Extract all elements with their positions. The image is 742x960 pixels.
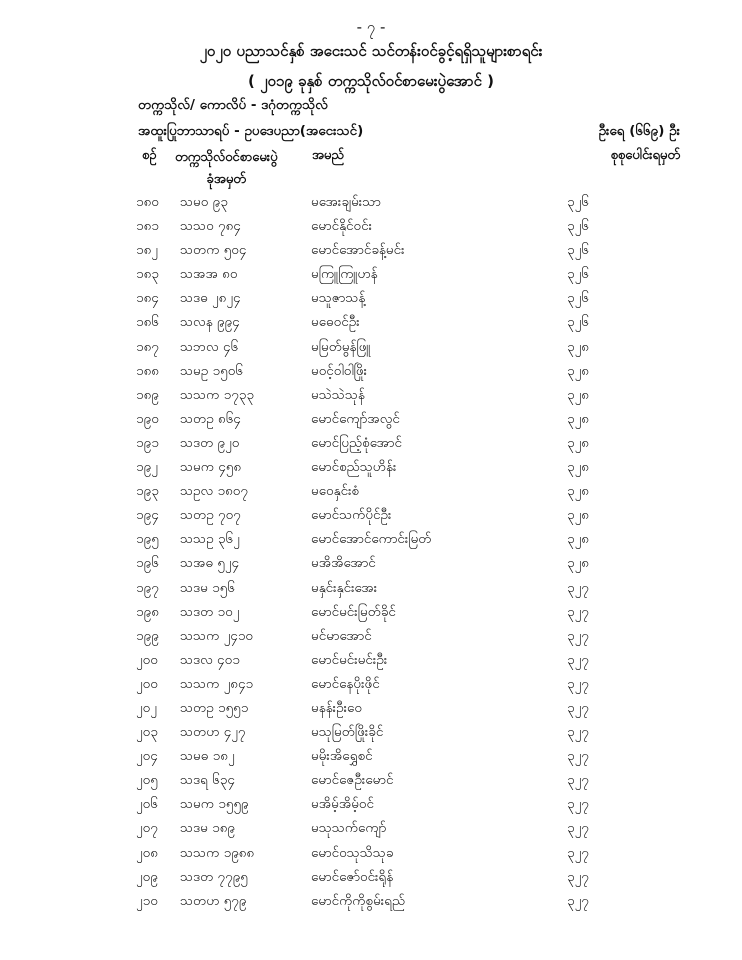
table-row	[0, 554, 742, 578]
row-exam-id: သဒလ ၄၀၁	[180, 651, 240, 668]
column-header-exam-id-line1: တက္ကသိုလ်ဝင်စာမေးပွဲ	[175, 150, 278, 165]
row-name: မသဲသဲသုန်	[311, 386, 365, 403]
table-row	[0, 362, 742, 386]
row-exam-id: သဒတ ၉၂၀	[180, 434, 240, 451]
row-score: ၃၂၇	[567, 844, 589, 861]
row-exam-id: သသက ၂၄၁၀	[180, 627, 254, 644]
row-number: ၁၉၅	[136, 531, 159, 548]
row-name: မောင်အောင်ကောင်းမြတ်	[311, 531, 432, 548]
table-row	[0, 193, 742, 217]
row-number: ၁၉၇	[136, 579, 159, 596]
row-score: ၃၂၆	[567, 266, 589, 283]
row-exam-id: သသက ၁၇၃၃	[180, 386, 254, 403]
page-number: - ၇ -	[356, 18, 386, 36]
table-row	[0, 482, 742, 506]
row-name: မောင်စည်သူဟိန်း	[311, 459, 397, 476]
row-exam-id: သမဥ ၁၅၀၆	[180, 362, 243, 379]
table-row	[0, 289, 742, 313]
row-number: ၁၉၀	[136, 410, 159, 427]
table-row	[0, 892, 742, 916]
row-score: ၃၂၆	[567, 290, 589, 307]
row-number: ၂၁၀	[136, 892, 158, 909]
row-name: မောင်ဝသုသိသုခ	[311, 844, 394, 861]
table-row	[0, 627, 742, 651]
table-row	[0, 313, 742, 337]
table-row	[0, 819, 742, 843]
row-exam-id: သဒရ ၆၃၄	[180, 772, 235, 789]
row-exam-id: သမက ၄၅၈	[180, 459, 242, 476]
row-name: မကြူကြူဟန်	[311, 266, 378, 283]
row-number: ၁၉၆	[136, 555, 159, 572]
table-row	[0, 217, 742, 241]
row-score: ၃၂၇	[567, 868, 589, 885]
row-score: ၃၂၇	[567, 651, 589, 668]
row-name: မအေးချမ်းသာ	[311, 194, 381, 210]
table-row	[0, 723, 742, 747]
table-row	[0, 795, 742, 819]
table-row	[0, 506, 742, 530]
row-name: မမြတ်မွန်ဖြူ	[311, 338, 371, 355]
row-name: မောင်ဇေဦးမောင်	[311, 772, 394, 789]
table-row	[0, 579, 742, 603]
row-score: ၃၂၇	[567, 796, 589, 813]
row-score: ၃၂၇	[567, 579, 589, 596]
table-row	[0, 651, 742, 675]
table-row	[0, 675, 742, 699]
row-score: ၃၂၈	[567, 386, 589, 403]
row-name: မဓေဝင်ဦး	[311, 314, 360, 331]
page-subtitle: ( ၂၀၁၉ ခုနှစ် တက္ကသိုလ်ဝင်စာမေးပွဲအောင် )	[248, 72, 494, 90]
row-score: ၃၂၆	[567, 218, 589, 235]
row-name: မောင်နေပိုးဖိုင်	[311, 675, 380, 692]
row-score: ၃၂၇	[567, 748, 589, 765]
row-score: ၃၂၈	[567, 555, 589, 572]
table-row	[0, 771, 742, 795]
university-line: တက္ကသိုလ်/ ကောလိပ် - ဒဂုံတက္ကသိုလ်	[138, 97, 328, 113]
row-exam-id: သတဟ ၄၂၇	[180, 724, 246, 741]
row-exam-id: သတဥ ၁၅၅၁	[180, 699, 249, 716]
row-number: ၁၈၇	[136, 338, 159, 355]
row-number: ၂၀၃	[136, 724, 158, 741]
row-score: ၃၂၈	[567, 531, 589, 548]
row-score: ၃၂၇	[567, 699, 589, 716]
row-name: မသုသက်ကျော်	[311, 820, 387, 837]
row-score: ၃၂၈	[567, 410, 589, 427]
row-score: ၃၂၈	[567, 459, 589, 476]
row-number: ၁၉၁	[136, 434, 159, 451]
row-exam-id: သမဓ ၁၈၂	[180, 748, 235, 765]
row-score: ၃၂၇	[567, 772, 589, 789]
column-header-name: အမည်	[312, 148, 344, 163]
row-exam-id: သမက ၁၅၅၉	[180, 796, 249, 813]
row-exam-id: သတက ၅၀၄	[180, 242, 247, 259]
row-number: ၁၉၂	[136, 459, 158, 476]
row-number: ၂၀၀	[136, 651, 158, 668]
row-score: ၃၂၇	[567, 892, 589, 909]
row-number: ၂၀၅	[136, 772, 158, 789]
row-score: ၃၂၈	[567, 338, 589, 355]
row-exam-id: သဒတ ၁၀၂	[180, 603, 240, 620]
row-score: ၃၂၇	[567, 675, 589, 692]
row-exam-id: သတဥ ၈၆၄	[180, 410, 241, 427]
row-exam-id: သဘလ ၄၆	[180, 338, 239, 355]
row-number: ၁၈၈	[136, 362, 160, 379]
row-name: မနှင်းနှင်းအေး	[311, 579, 378, 596]
row-score: ၃၂၈	[567, 362, 589, 379]
row-number: ၁၈၀	[136, 194, 159, 210]
row-score: ၃၂၆	[567, 242, 589, 259]
page-title: ၂၀၂၀ ပညာသင်နှစ် အငေးသင် သင်တန်းဝင်ခွင့်ရရှိသူများစာရင်း	[199, 42, 543, 60]
row-name: မဝေနှင်းစံ	[311, 483, 360, 500]
row-exam-id: သဒဓ ၂၈၂၄	[180, 290, 241, 307]
major-line: အထူးပြုဘာသာရပ် - ဥပဒေပညာ(အငေးသင်)	[138, 123, 364, 139]
row-number: ၁၉၃	[136, 483, 159, 500]
row-exam-id: သဒမ ၁၈၉	[180, 820, 235, 837]
row-exam-id: သတဥ ၇၀၇	[180, 507, 241, 524]
row-name: မဝင့်ဝါဝါဖြိုး	[311, 362, 368, 379]
row-number: ၁၈၁	[136, 218, 159, 235]
row-score: ၃၂၇	[567, 820, 589, 837]
row-exam-id: သအဓ ၅၂၄	[180, 555, 240, 572]
table-row	[0, 868, 742, 892]
row-score: ၃၂၈	[567, 483, 589, 500]
table-row	[0, 458, 742, 482]
row-name: မသုမြတ်ဖြိုးခိုင်	[311, 724, 384, 741]
row-number: ၂၀၇	[136, 820, 158, 837]
table-row	[0, 434, 742, 458]
column-header-score: စုစုပေါင်းရမှတ်	[610, 148, 680, 163]
row-score: ၃၂၆	[567, 314, 589, 331]
results-table	[0, 193, 742, 916]
row-name: မောင်ဇော်ဝင်းရိုန်	[311, 868, 394, 885]
row-exam-id: သမဝ ၉၃	[180, 194, 228, 210]
column-header-exam-id-line2: ခုံအမှတ်	[206, 172, 246, 187]
table-row	[0, 410, 742, 434]
row-exam-id: သသက ၁၉၈၈	[180, 844, 255, 861]
row-number: ၁၈၆	[136, 314, 159, 331]
table-row	[0, 603, 742, 627]
table-row	[0, 530, 742, 554]
row-score: ၃၂၈	[567, 507, 589, 524]
row-name: မအိမ့်အိမ့်ဝင်	[311, 796, 374, 813]
row-name: မောင်သက်ပိုင်ဦး	[311, 507, 392, 524]
row-number: ၁၈၃	[136, 266, 159, 283]
table-row	[0, 699, 742, 723]
row-number: ၁၉၄	[136, 507, 159, 524]
table-row	[0, 747, 742, 771]
table-row	[0, 844, 742, 868]
row-name: မောင်ကျော်အလွင်	[311, 410, 400, 427]
total-count: ဦးရေ (၆၆၉) ဦး	[598, 123, 680, 139]
row-name: မောင်နိုင်ဝင်း	[311, 218, 373, 235]
row-exam-id: သသဥ ၃၆၂	[180, 531, 240, 548]
row-number: ၁၈၄	[136, 290, 159, 307]
row-exam-id: သဒမ ၁၅၆	[180, 579, 235, 596]
row-name: မအိအိအောင်	[311, 555, 376, 572]
table-row	[0, 338, 742, 362]
row-name: မသူဇာသန့်	[311, 290, 366, 307]
row-score: ၃၂၇	[567, 724, 589, 741]
row-score: ၃၂၇	[567, 627, 589, 644]
row-exam-id: သလန ၉၉၄	[180, 314, 240, 331]
row-number: ၂၀၂	[136, 699, 157, 716]
row-number: ၂၀၄	[136, 748, 158, 765]
row-exam-id: သအအ ၈၀	[180, 266, 238, 283]
row-number: ၂၀၀	[136, 675, 158, 692]
table-row	[0, 265, 742, 289]
column-header-exam-id	[175, 147, 278, 191]
row-exam-id: သဒတ ၇၇၉၅	[180, 868, 248, 885]
row-name: မောင်ကိုကိုစွမ်းရည်	[311, 892, 406, 909]
row-name: မမိုးအိရွှေစင်	[311, 748, 373, 765]
table-row	[0, 241, 742, 265]
row-name: မနန်းဦးဝေ	[311, 699, 362, 716]
row-number: ၁၈၂	[136, 242, 158, 259]
table-row	[0, 386, 742, 410]
row-number: ၁၉၈	[136, 603, 159, 620]
row-number: ၂၀၈	[136, 844, 158, 861]
row-exam-id: သသက ၂၈၄၁	[180, 675, 254, 692]
row-number: ၂၀၉	[136, 868, 158, 885]
row-name: မောင်အောင်ခန့်မင်း	[311, 242, 405, 259]
row-name: မောင်ပြည့်စုံအောင်	[311, 434, 402, 451]
row-score: ၃၂၇	[567, 603, 589, 620]
row-number: ၂၀၆	[136, 796, 158, 813]
row-name: မောင်မင်းမင်းဦး	[311, 651, 388, 668]
column-header-no: စဉ်	[142, 148, 157, 163]
row-exam-id: သသဝ ၇၈၄	[180, 218, 241, 235]
row-score: ၃၂၈	[567, 434, 589, 451]
row-exam-id: သဥလ ၁၈၀၇	[180, 483, 248, 500]
row-exam-id: သတဟ ၅၇၉	[180, 892, 247, 909]
row-number: ၁၈၉	[136, 386, 159, 403]
row-score: ၃၂၆	[567, 194, 589, 210]
row-number: ၁၉၉	[136, 627, 159, 644]
row-name: မင်မာအောင်	[311, 627, 372, 644]
row-name: မောင်မင်းမြတ်ခိုင်	[311, 603, 396, 620]
